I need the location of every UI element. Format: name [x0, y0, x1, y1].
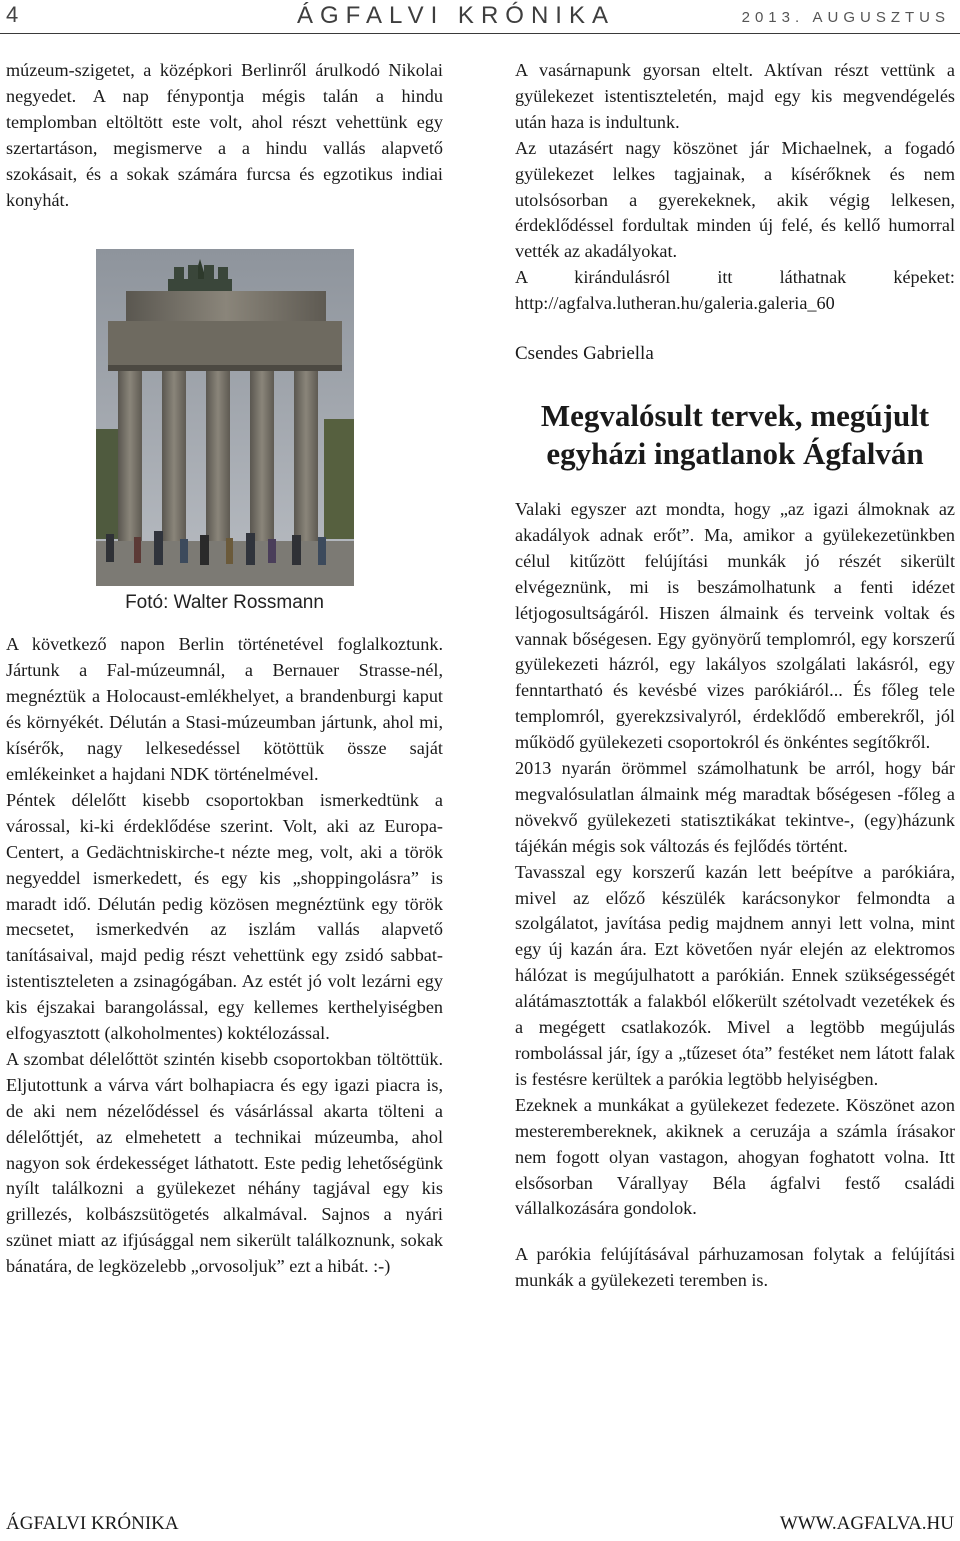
page-header	[0, 0, 960, 34]
article-paragraph-4: Ezeknek a munkákat a gyülekezet fedezete. Köszönet azon mesterembereknek, akiknek a ceruzája a számla írásakor nem fogott olyan vastagon, ahogyan foghatott volna. Itt elsősorban Várallyay Béla ágfalvi festő családi vállalkozására gondolok.	[515, 1094, 955, 1219]
issue-date: 2013. AUGUSZTUS	[741, 9, 950, 26]
right-paragraph-2: Az utazásért nagy köszönet jár Michaelnek, a fogadó gyülekezet lelkes tagjainak, a kísérőknek és nem utolsósorban a gyerekeknek, akik végig lelkesen, érdeklődéssel fordultak minden új felé, és kellő humorral vették az akadályokat.	[515, 137, 955, 262]
author-signature: Csendes Gabriella	[515, 343, 654, 365]
left-paragraph-3: A szombat délelőttöt szintén kisebb csoportokban töltöttük. Eljutottunk a várva várt bolhapiacra és egy igazi piacra is, de aki nem nézelődéssel és vásárlással akarta tölteni a délelőttjét, az elmehetett a technikai múzeumba, ahol nagyon sok érdekességet láthatott. Este pedig lehetőségünk nyílt találkozni a gyülekezet néhány tagjával egy kis grillezés, kolbászsütögetés alkalmával. Sajnos a nyári szünet miatt az ifjúsággal nem sikerült találkoznunk, sokak bánatára, de legközelebb „orvosoljuk” ezt a hibát. :-)	[6, 1048, 443, 1277]
right-column	[515, 58, 955, 1294]
intro-paragraph: múzeum-szigetet, a középkori Berlinről árulkodó Nikolai negyedet. A nap fénypontja mégis talán a hindu templomban eltöltött este volt, ahol részt vehettünk egy szertartáson, megismerve a a hindu vallás alapvető szokásait, és a sokak számára furcsa és egzotikus indiai konyhát.	[6, 60, 443, 210]
article-headline: Megvalósult tervek, megújult egyházi ingatlanok Ágfalván	[540, 397, 930, 471]
article-paragraph-3: Tavasszal egy korszerű kazán lett beépítve a parókiára, mivel az előző készülék karácsonykor felmondta a szolgálatot, javítása pedig majdnem annyi lett volna, mint egy új kazán ára. Ezt követően nyár elején az elektromos hálózat is megújulhatott a parókián. Ennek szükségességét alátámasztották a falakból előkerült szétolvadt vezetékek és a megégett csatlakozók. Mivel a legtöbb megújulás rombolással jár, így a „tűzeset óta” festéket nem látott falak is festésre kerültek a parókia legtöbb helyiségben.	[515, 861, 955, 1089]
left-paragraph-1: A következő napon Berlin történetével foglalkoztunk. Jártunk a Fal-múzeumnál, a Bernauer Strasse-nél, megnéztük a Holocaust-emlékhelyet, a brandenburgi kaput és környékét. Délután a Stasi-múzeumban jártunk, ahol mi, kísérők, nagy lelkesedéssel kötöttük össze saját emlékeinket a hajdani NDK történelmével.	[6, 634, 443, 784]
gallery-link-paragraph: A kirándulásról itt láthatnak képeket: http://agfalva.lutheran.hu/galeria.galeria_60	[515, 267, 955, 314]
paragraph-spacer	[515, 1222, 955, 1242]
article-paragraph-5: A parókia felújításával párhuzamosan folytak a felújítási munkák a gyülekezeti teremben is.	[515, 1244, 955, 1291]
brandenburg-gate-photo	[96, 249, 354, 586]
page-number: 4	[6, 2, 19, 27]
brandenburg-gate-illustration	[96, 249, 354, 586]
article-paragraph-2: 2013 nyarán örömmel számolhatunk be arról, hogy bár megvalósulatlan álmaink még maradtak bőségesen -főleg a növekvő gyülekezeti statisztikákat tekintve-, (egy)házunk tájékán mégis sok változás és fejlődés történt.	[515, 758, 955, 856]
newsletter-title: ÁGFALVI KRÓNIKA	[297, 2, 615, 29]
photo-caption: Fotó: Walter Rossmann	[125, 592, 324, 614]
footer-website: WWW.AGFALVA.HU	[779, 1513, 954, 1534]
footer-publication: ÁGFALVI KRÓNIKA	[6, 1513, 179, 1534]
left-column	[6, 58, 443, 1280]
photo-frame	[6, 249, 443, 586]
article-paragraph-1: Valaki egyszer azt mondta, hogy „az igazi álmoknak az akadályok adnak erőt”. Ma, amikor a gyülekezetünkben célul kitűzött felújítási munkák jó részét sikerült elvégeznünk, mi is beszámolhatunk a fenti idézet létjogosultságáról. Hiszen álmaink és terveink voltak és vannak bőségesen. Egy gyönyörű templomról, egy korszerű gyülekezeti házról, egy lakályos szolgálati lakásról, egy fenntartható és kevésbé vizes parókiáról... És főleg tele templomról, gyerekzsivalyról, érdeklődő emberekről, jól működő gyülekezeti csoportokról és önkéntes segítőkről.	[515, 498, 955, 753]
left-paragraph-2: Péntek délelőtt kisebb csoportokban ismerkedtünk a várossal, ki-ki érdeklődése szerint. Volt, aki az Europa-Centert, a Gedächtniskirche-t nézte meg, volt, aki a török negyeddel ismerkedett, és egy kis „shoppingolásra” is maradt idő. Délután pedig közösen megnéztünk egy török mecsetet, ismerkedvén az iszlám vallás alapvető tanításaival, majd pedig részt vehettünk egy zsidó sabbat-istentiszteleten a zsinagógában. Az estét jó volt lezárni egy kis éjszakai barangolással, egy kellemes kerthelyiségben elfogyasztott (alkoholmentes) koktélozással.	[6, 789, 443, 1044]
right-paragraph-1: A vasárnapunk gyorsan eltelt. Aktívan részt vettünk a gyülekezet istentiszteletén, majd egy kis megvendégelés után haza is indultunk.	[515, 60, 955, 132]
